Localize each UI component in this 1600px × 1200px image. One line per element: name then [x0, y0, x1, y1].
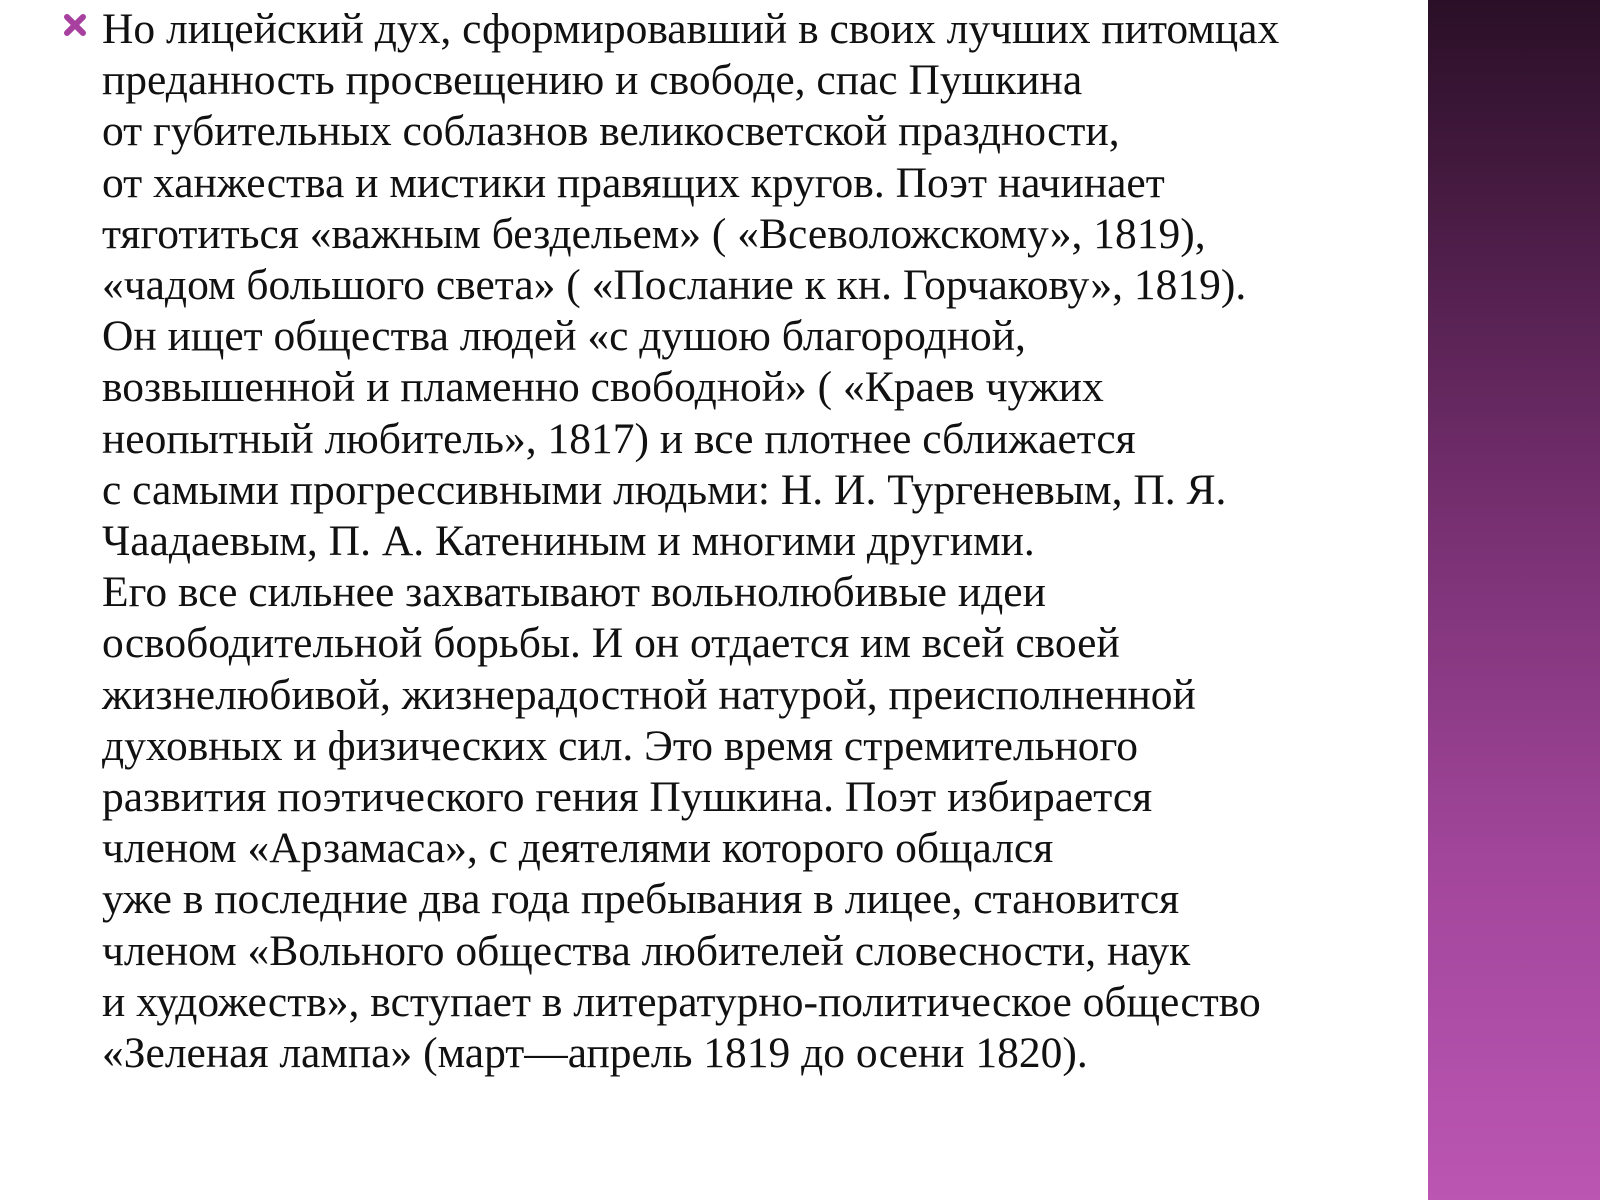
text-line: от ханжества и мистики правящих кругов. Поэт начинает — [102, 158, 1165, 207]
text-line: преданность просвещению и свободе, спас Пушкина — [102, 56, 1083, 105]
text-line: членом «Вольного общества любителей словесности, наук — [102, 926, 1191, 975]
text-line: с самыми прогрессивными людьми: Н. И. Тургеневым, П. Я. — [102, 465, 1227, 514]
text-line: Его все сильнее захватывают вольнолюбивые идеи — [102, 568, 1046, 617]
text-line: развития поэтического гения Пушкина. Поэт избирается — [102, 773, 1153, 822]
text-line: «чадом большого света» ( «Послание к кн. Горчакову», 1819). — [102, 261, 1247, 310]
text-line: от губительных соблазнов великосветской праздности, — [102, 107, 1120, 156]
text-line: Он ищет общества людей «с душою благородной, — [102, 312, 1026, 361]
text-line: членом «Арзамаса», с деятелями которого общался — [102, 824, 1054, 873]
text-line: духовных и физических сил. Это время стремительного — [102, 721, 1139, 770]
text-line: неопытный любитель», 1817) и все плотнее сближается — [102, 414, 1136, 463]
text-line: уже в последние два года пребывания в лицее, становится — [102, 875, 1180, 924]
text-line: «Зеленая лампа» (март—апрель 1819 до осени 1820). — [102, 1029, 1088, 1078]
text-line: возвышенной и пламенно свободной» ( «Краев чужих — [102, 363, 1104, 412]
text-line: освободительной борьбы. И он отдается им всей своей — [102, 619, 1120, 668]
text-line: и художеств», вступает в литературно-политическое общество — [102, 977, 1261, 1026]
paragraph-text — [102, 4, 1592, 1079]
text-line: тяготиться «важным бездельем» ( «Всеволожскому», 1819), — [102, 209, 1206, 258]
bullet-paragraph — [62, 4, 1592, 1079]
slide-content — [62, 4, 1592, 1094]
text-line: жизнелюбивой, жизнерадостной натурой, преисполненной — [102, 670, 1196, 719]
text-line: Чаадаевым, П. А. Катениным и многими другими. — [102, 517, 1035, 566]
cross-icon — [62, 12, 88, 38]
text-line: Но лицейский дух, сформировавший в своих лучших питомцах — [102, 5, 1280, 53]
